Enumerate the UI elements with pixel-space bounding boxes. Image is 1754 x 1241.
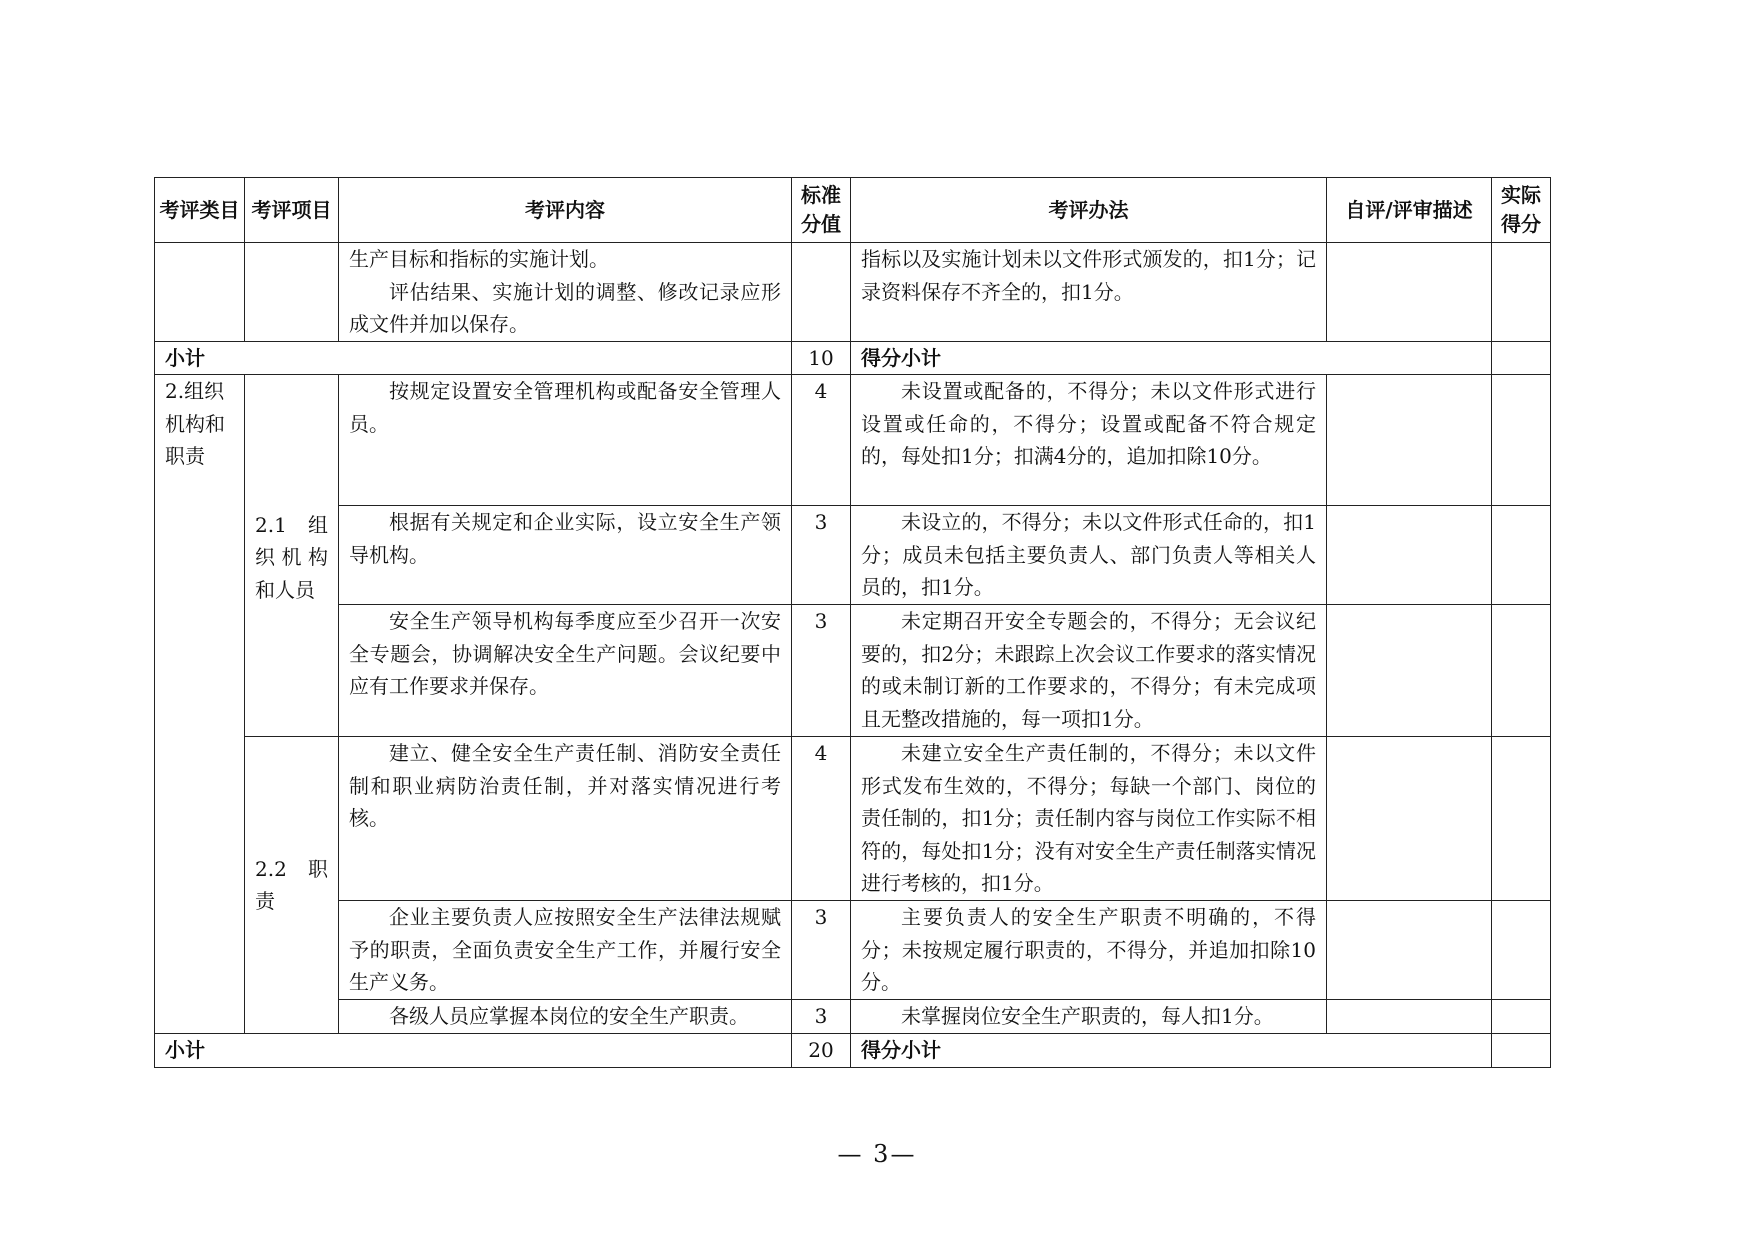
subtotal-label: 小计 <box>155 341 792 375</box>
content-cell: 建立、健全安全生产责任制、消防安全责任制和职业病防治责任制，并对落实情况进行考核。 <box>339 737 792 901</box>
subtotal-actual <box>1492 341 1551 375</box>
table-row <box>155 243 1551 342</box>
actual-score-cell <box>1492 605 1551 737</box>
table-row <box>155 375 1551 506</box>
page-number: — 3— <box>837 1140 917 1168</box>
self-review-cell <box>1327 1000 1492 1034</box>
table-row <box>155 506 1551 605</box>
score-cell: 3 <box>792 901 851 1000</box>
subtotal-row <box>155 341 1551 375</box>
table-row <box>155 1000 1551 1034</box>
actual-score-cell <box>1492 1000 1551 1034</box>
content-cell: 安全生产领导机构每季度应至少召开一次安全专题会，协调解决安全生产问题。会议纪要中应有工作要求并保存。 <box>339 605 792 737</box>
score-cell <box>792 243 851 342</box>
content-cell: 按规定设置安全管理机构或配备安全管理人员。 <box>339 375 792 506</box>
header-content: 考评内容 <box>339 178 792 243</box>
content-cell: 企业主要负责人应按照安全生产法律法规赋予的职责，全面负责安全生产工作，并履行安全生产义务。 <box>339 901 792 1000</box>
table-row <box>155 737 1551 901</box>
score-cell: 3 <box>792 605 851 737</box>
subtotal-score: 10 <box>792 341 851 375</box>
method-cell: 主要负责人的安全生产职责不明确的，不得分；未按规定履行职责的，不得分，并追加扣除10分。 <box>851 901 1327 1000</box>
self-review-cell <box>1327 243 1492 342</box>
method-text: 指标以及实施计划未以文件形式颁发的，扣1分；记录资料保存不齐全的，扣1分。 <box>861 247 1316 304</box>
method-cell <box>851 243 1327 342</box>
method-cell: 未设置或配备的，不得分；未以文件形式进行设置或任命的，不得分；设置或配备不符合规定的，每处扣1分；扣满4分的，追加扣除10分。 <box>851 375 1327 506</box>
table-header-row <box>155 178 1551 243</box>
method-cell: 未建立安全生产责任制的，不得分；未以文件形式发布生效的，不得分；每缺一个部门、岗位的责任制的，扣1分；责任制内容与岗位工作实际不相符的，每处扣1分；没有对安全生产责任制落实情况进行考核的，扣1分。 <box>851 737 1327 901</box>
subtotal-actual <box>1492 1034 1551 1068</box>
header-score: 标准分值 <box>792 178 851 243</box>
actual-score-cell <box>1492 375 1551 506</box>
self-review-cell <box>1327 737 1492 901</box>
method-cell: 未定期召开安全专题会的，不得分；无会议纪要的，扣2分；未跟踪上次会议工作要求的落实情况的或未制订新的工作要求的，不得分；有未完成项且无整改措施的，每一项扣1分。 <box>851 605 1327 737</box>
table-row <box>155 605 1551 737</box>
content-cell: 根据有关规定和企业实际，设立安全生产领导机构。 <box>339 506 792 605</box>
content-text: 生产目标和指标的实施计划。 <box>349 247 609 271</box>
category-cell <box>155 243 245 342</box>
header-self-review: 自评/评审描述 <box>1327 178 1492 243</box>
score-cell: 3 <box>792 1000 851 1034</box>
header-item: 考评项目 <box>245 178 339 243</box>
header-actual: 实际得分 <box>1492 178 1551 243</box>
content-cell: 各级人员应掌握本岗位的安全生产职责。 <box>339 1000 792 1034</box>
score-cell: 4 <box>792 737 851 901</box>
method-cell: 未掌握岗位安全生产职责的，每人扣1分。 <box>851 1000 1327 1034</box>
subtotal-row <box>155 1034 1551 1068</box>
score-cell: 3 <box>792 506 851 605</box>
score-cell: 4 <box>792 375 851 506</box>
self-review-cell <box>1327 506 1492 605</box>
actual-score-cell <box>1492 506 1551 605</box>
category-org-structure: 2.组织机构和职责 <box>155 375 245 1034</box>
self-review-cell <box>1327 605 1492 737</box>
self-review-cell <box>1327 375 1492 506</box>
header-category: 考评类目 <box>155 178 245 243</box>
actual-score-cell <box>1492 901 1551 1000</box>
item-responsibilities: 2.2 职责 <box>245 737 339 1034</box>
method-cell: 未设立的，不得分；未以文件形式任命的，扣1分；成员未包括主要负责人、部门负责人等相关人员的，扣1分。 <box>851 506 1327 605</box>
table-row <box>155 901 1551 1000</box>
evaluation-table <box>154 177 1551 1068</box>
self-review-cell <box>1327 901 1492 1000</box>
content-text: 评估结果、实施计划的调整、修改记录应形成文件并加以保存。 <box>349 279 781 336</box>
subtotal-score-label: 得分小计 <box>851 1034 1492 1068</box>
actual-score-cell <box>1492 737 1551 901</box>
item-org-and-personnel: 2.1 组织机构和人员 <box>245 375 339 737</box>
header-method: 考评办法 <box>851 178 1327 243</box>
subtotal-score: 20 <box>792 1034 851 1068</box>
item-cell <box>245 243 339 342</box>
actual-score-cell <box>1492 243 1551 342</box>
content-cell <box>339 243 792 342</box>
subtotal-label: 小计 <box>155 1034 792 1068</box>
subtotal-score-label: 得分小计 <box>851 341 1492 375</box>
